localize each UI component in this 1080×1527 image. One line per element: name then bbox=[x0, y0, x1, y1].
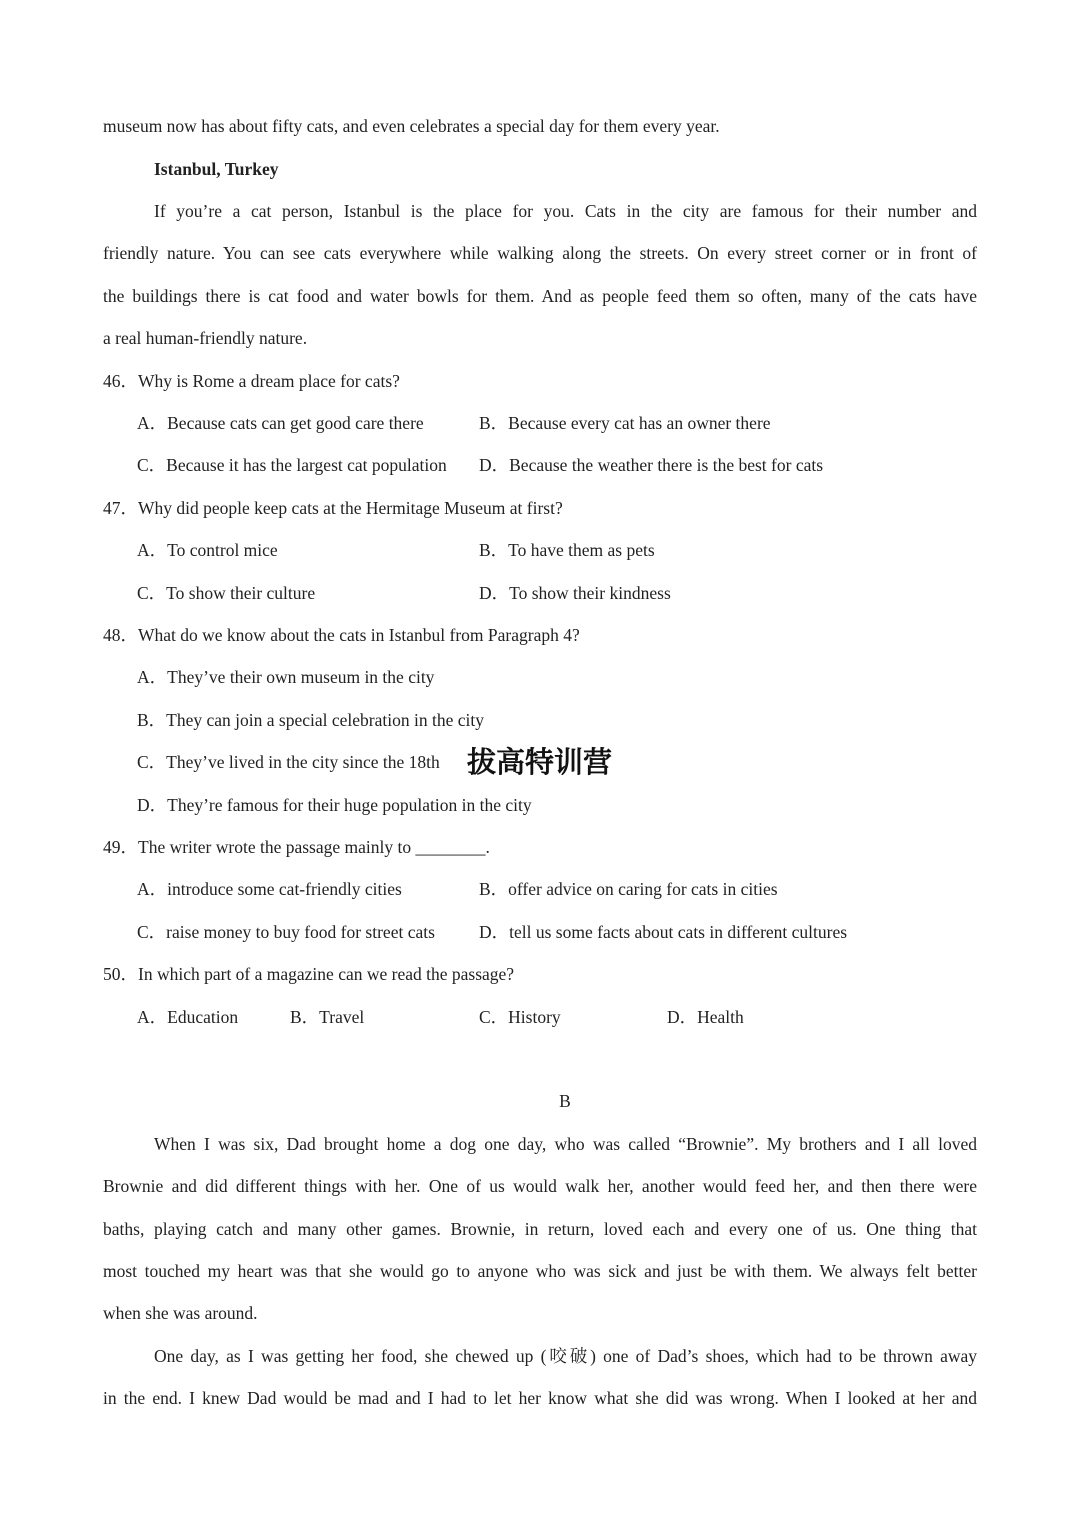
section-heading: Istanbul, Turkey bbox=[154, 159, 279, 179]
question-stem: 46．Why is Rome a dream place for cats? bbox=[103, 371, 400, 391]
question-option: B．To have them as pets bbox=[479, 540, 655, 560]
question-option: D．They’re famous for their huge population in the city bbox=[137, 795, 532, 815]
question-stem: 49．The writer wrote the passage mainly to ________. bbox=[103, 837, 490, 857]
question-option: B．They can join a special celebration in the city bbox=[137, 710, 484, 730]
paragraph-line: One day, as I was getting her food, she chewed up (咬破) one of Dad’s shoes, which had to be thrown away bbox=[154, 1346, 977, 1366]
question-option: A．introduce some cat-friendly cities bbox=[137, 879, 402, 899]
question-option: A．To control mice bbox=[137, 540, 278, 560]
question-option: B．offer advice on caring for cats in cities bbox=[479, 879, 778, 899]
paragraph-line: a real human-friendly nature. bbox=[103, 328, 308, 348]
paragraph-line: in the end. I knew Dad would be mad and I had to let her know what she did was wrong. When I looked at her and bbox=[103, 1388, 977, 1408]
question-option: C．To show their culture bbox=[137, 583, 316, 603]
watermark-text: 拔高特训营 bbox=[467, 745, 613, 779]
question-option: B．Travel bbox=[290, 1007, 365, 1027]
paragraph-line: Brownie and did different things with her. One of us would walk her, another would feed her, and then there were bbox=[103, 1176, 977, 1196]
question-option: A．They’ve their own museum in the city bbox=[137, 667, 435, 687]
paragraph-line: When I was six, Dad brought home a dog one day, who was called “Brownie”. My brothers and I all loved bbox=[154, 1134, 977, 1154]
paragraph-line: when she was around. bbox=[103, 1303, 258, 1323]
passage-text-line: museum now has about fifty cats, and even celebrates a special day for them every year. bbox=[103, 116, 720, 136]
question-option: C．Because it has the largest cat population bbox=[137, 455, 447, 475]
question-option: D．Because the weather there is the best for cats bbox=[479, 455, 824, 475]
section-title: B bbox=[559, 1091, 571, 1111]
paragraph-line: friendly nature. You can see cats everywhere while walking along the streets. On every street corner or in front of bbox=[103, 243, 977, 263]
question-stem: 50．In which part of a magazine can we read the passage? bbox=[103, 964, 515, 984]
question-option: B．Because every cat has an owner there bbox=[479, 413, 771, 433]
question-option: C．They’ve lived in the city since the 18th bbox=[137, 752, 440, 772]
question-stem: 48．What do we know about the cats in Istanbul from Paragraph 4? bbox=[103, 625, 580, 645]
question-option: C．raise money to buy food for street cats bbox=[137, 922, 435, 942]
question-option: D．tell us some facts about cats in different cultures bbox=[479, 922, 848, 942]
paragraph-line: baths, playing catch and many other games. Brownie, in return, loved each and every one of us. One thing that bbox=[103, 1219, 977, 1239]
question-option: C．History bbox=[479, 1007, 561, 1027]
paragraph-line: the buildings there is cat food and water bowls for them. And as people feed them so often, many of the cats have bbox=[103, 286, 977, 306]
paragraph-line: If you’re a cat person, Istanbul is the place for you. Cats in the city are famous for their number and bbox=[154, 201, 977, 221]
paragraph-line: most touched my heart was that she would go to anyone who was sick and just be with them. We always felt better bbox=[103, 1261, 977, 1281]
question-stem: 47．Why did people keep cats at the Hermitage Museum at first? bbox=[103, 498, 563, 518]
question-option: A．Because cats can get good care there bbox=[137, 413, 424, 433]
question-option: A．Education bbox=[137, 1007, 239, 1027]
question-option: D．To show their kindness bbox=[479, 583, 671, 603]
question-option: D．Health bbox=[667, 1007, 744, 1027]
